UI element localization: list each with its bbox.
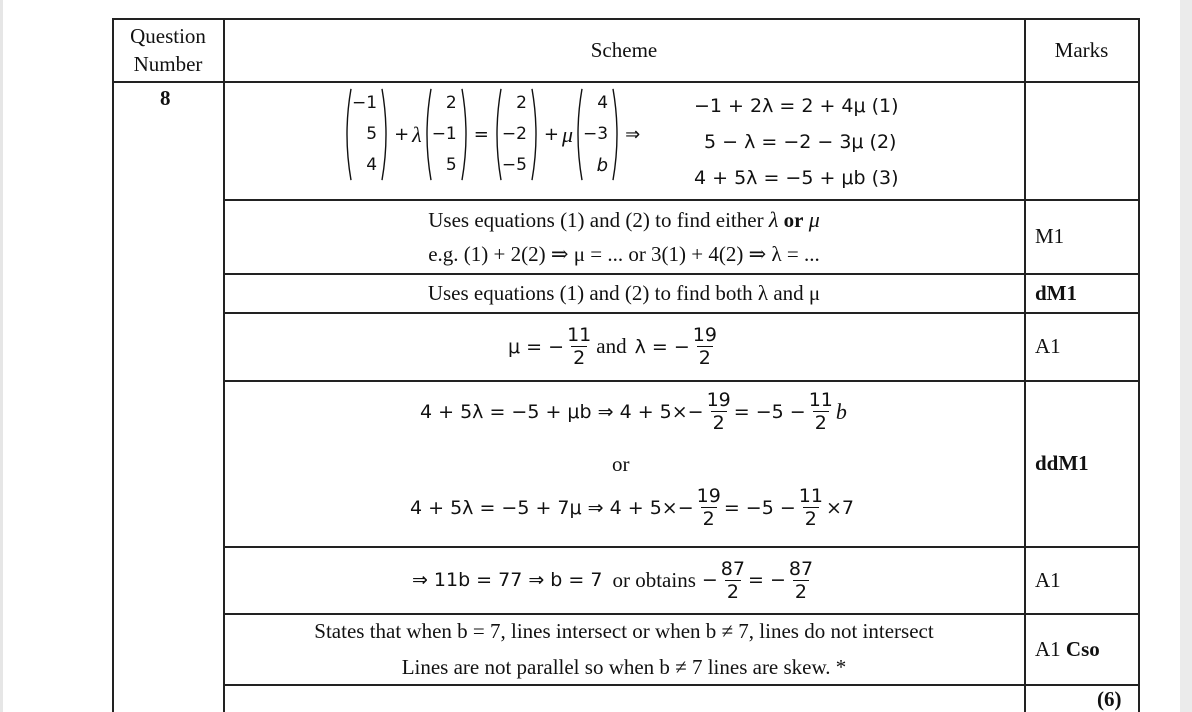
row-b-equals-7 xyxy=(224,547,1024,613)
fraction-11-2 xyxy=(565,324,593,369)
fraction-19-2 xyxy=(705,389,733,434)
vector-c-x: 2 xyxy=(516,93,527,113)
plus-sign: + xyxy=(394,124,410,145)
mark-a1-cso-label: A1 xyxy=(1035,636,1061,661)
mark-a1-b-label: A1 xyxy=(1035,567,1061,592)
vector-d-x: 4 xyxy=(597,93,609,113)
vector-b-x: 2 xyxy=(445,93,457,113)
mark-a1-b xyxy=(1025,547,1138,613)
mu-symbol: μ xyxy=(562,121,574,147)
plus-sign-2: + xyxy=(543,124,559,145)
mark-m1-label: M1 xyxy=(1035,224,1065,248)
mark-dm1-label: dM1 xyxy=(1035,280,1077,305)
fraction-87-2 xyxy=(719,558,747,603)
scrollbar-track[interactable] xyxy=(1180,0,1192,712)
mu-equals: μ = − xyxy=(508,335,565,358)
mark-m1 xyxy=(1025,200,1138,273)
substitution-method-b xyxy=(410,485,854,530)
question-number: 8 xyxy=(160,86,171,110)
equation-1: −1 + 2λ = 2 + 4μ (1) xyxy=(694,95,899,117)
header-scheme xyxy=(224,19,1024,81)
denominator: 2 xyxy=(804,508,817,530)
denominator: 2 xyxy=(698,347,711,369)
page-left-edge xyxy=(0,0,3,712)
mark-a1-label: A1 xyxy=(1035,334,1061,358)
cso-label: Cso xyxy=(1065,636,1100,661)
b-solution: ⇒ 11b = 77 ⇒ b = 7 or obtains − $\frac{87}{2}$ = − $\frac{87}{2}$ xyxy=(411,557,814,603)
mark-dm1 xyxy=(1025,274,1138,312)
vector-c-y: −2 xyxy=(501,124,527,144)
sub-a-b: b xyxy=(835,398,847,424)
component-equations xyxy=(694,88,899,196)
vector-d xyxy=(573,88,622,181)
numerator: 11 xyxy=(798,485,823,507)
mark-ddm1 xyxy=(1025,381,1138,546)
substitution-method-a xyxy=(420,389,847,434)
or-bold: or xyxy=(783,207,804,232)
find-either-line xyxy=(428,203,819,237)
header-scheme-label: Scheme xyxy=(590,38,658,62)
sub-b-lhs: 4 + 5λ = −5 + 7μ ⇒ 4 + 5×− xyxy=(410,496,694,519)
vector-d-z: b xyxy=(596,155,609,176)
or-separator: or xyxy=(612,452,630,476)
sub-a-mid: = −5 − xyxy=(733,400,806,423)
equals-minus: = − xyxy=(747,569,786,591)
numerator: 87 xyxy=(720,557,745,580)
find-both-text: Uses equations (1) and (2) to find both λ and μ xyxy=(427,280,821,305)
header-number-label: Number xyxy=(133,52,203,76)
denominator: 2 xyxy=(702,508,715,530)
numerator: 19 xyxy=(692,324,717,346)
mark-a1-cso xyxy=(1025,614,1138,684)
sub-b-times-7: ×7 xyxy=(825,496,854,519)
fraction-19-2 xyxy=(695,485,723,530)
vector-c xyxy=(492,88,541,181)
sub-a-lhs: 4 + 5λ = −5 + μb ⇒ 4 + 5×− xyxy=(420,400,704,423)
header-question-number xyxy=(113,19,223,81)
vector-a-x: −1 xyxy=(352,93,378,113)
vector-d-y: −3 xyxy=(583,124,609,144)
mu-symbol: μ xyxy=(808,206,820,232)
implies-arrow: ⇒ xyxy=(625,124,641,145)
fraction-11-2 xyxy=(797,485,825,530)
vector-b-y: −1 xyxy=(431,124,457,144)
denominator: 2 xyxy=(573,347,586,369)
vector-c-z: −5 xyxy=(501,155,527,175)
total-marks: (6) xyxy=(1097,687,1122,711)
mark-ddm1-label: ddM1 xyxy=(1035,451,1089,475)
fraction-11-2 xyxy=(807,389,835,434)
equals-sign: = xyxy=(473,124,489,145)
fraction-87-2-b xyxy=(787,558,815,603)
example-combinations: e.g. (1) + 2(2) ⇒ μ = ... or 3(1) + 4(2) ⇒ λ = ... xyxy=(428,241,820,266)
denominator: 2 xyxy=(794,580,808,603)
numerator: 11 xyxy=(808,389,833,411)
lambda-symbol: λ xyxy=(768,206,779,232)
and-word: and xyxy=(596,334,627,358)
row-substitution xyxy=(224,381,1024,546)
conclusion-line-2: Lines are not parallel so when b ≠ 7 lines are skew. * xyxy=(401,655,847,679)
vector-equation xyxy=(342,88,643,181)
or-obtains-text: or obtains xyxy=(612,567,696,592)
equation-3: 4 + 5λ = −5 + μb (3) xyxy=(694,167,899,189)
row-find-either xyxy=(224,200,1024,273)
denominator: 2 xyxy=(712,412,725,434)
b-solution-lhs: ⇒ 11b = 77 ⇒ b = 7 xyxy=(411,569,603,591)
vector-a xyxy=(342,88,391,181)
vector-a-y: 5 xyxy=(366,124,378,144)
find-either-text: Uses equations (1) and (2) to find either xyxy=(428,207,764,232)
row-values xyxy=(224,313,1024,380)
vector-a-z: 4 xyxy=(366,155,378,175)
numerator: 19 xyxy=(706,389,731,411)
lambda-mu-values xyxy=(508,324,720,369)
conclusion-line-1: States that when b = 7, lines intersect or when b ≠ 7, lines do not intersect xyxy=(314,619,934,643)
lambda-symbol: λ xyxy=(412,121,422,147)
fraction-19-2 xyxy=(691,324,719,369)
vector-b-z: 5 xyxy=(445,155,457,175)
row-vector-equation xyxy=(224,82,1024,199)
vector-b xyxy=(422,88,471,181)
denominator: 2 xyxy=(726,580,739,603)
row-find-both xyxy=(224,274,1024,312)
header-marks-label: Marks xyxy=(1054,38,1109,62)
sub-b-mid: = −5 − xyxy=(723,496,796,519)
equation-2: 5 − λ = −2 − 3μ (2) xyxy=(704,131,897,153)
denominator: 2 xyxy=(814,412,827,434)
lambda-equals: λ = − xyxy=(634,335,690,358)
numerator: 11 xyxy=(567,324,592,346)
numerator: 19 xyxy=(696,485,721,507)
header-question-label: Question xyxy=(130,24,206,48)
mark-a1-values xyxy=(1025,313,1138,380)
header-marks xyxy=(1025,19,1138,81)
numerator: 87 xyxy=(788,557,814,580)
row-conclusion xyxy=(224,614,1024,684)
